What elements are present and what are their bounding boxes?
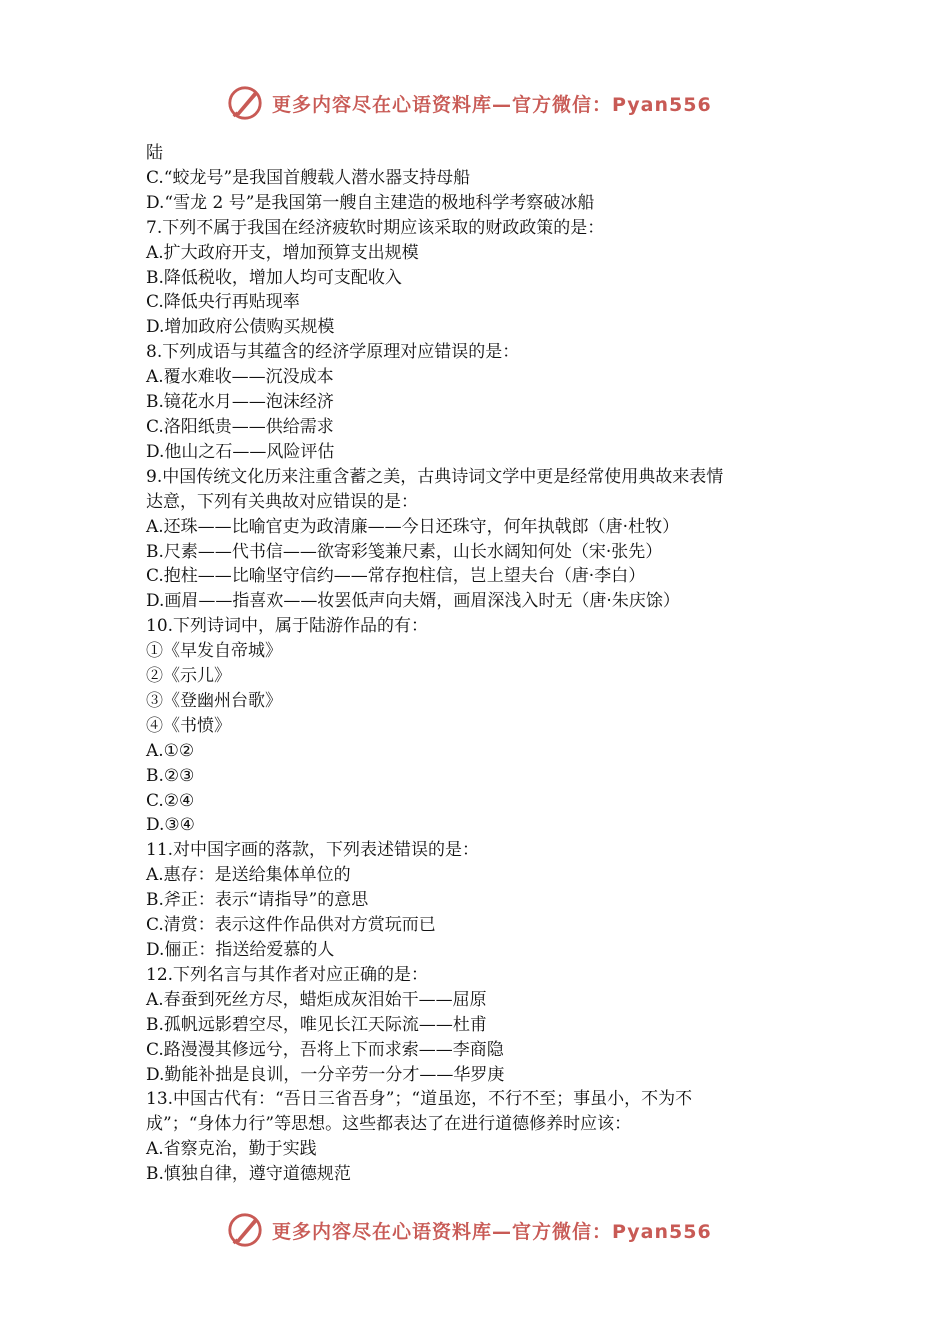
quill-logo-icon <box>226 1211 264 1249</box>
text-line: A.①② <box>146 740 195 761</box>
text-line: A.还珠——比喻官吏为政清廉——今日还珠守，何年执戟郎（唐·杜牧） <box>146 516 680 537</box>
banner-text: 更多内容尽在心语资料库—官方微信：Pyan556 <box>272 93 712 116</box>
text-line: 9.中国传统文化历来注重含蓄之美，古典诗词文学中更是经常使用典故来表情 <box>146 466 724 487</box>
text-line: C.“蛟龙号”是我国首艘载人潜水器支持母船 <box>146 167 471 188</box>
footer-banner <box>226 1209 712 1251</box>
text-line: C.路漫漫其修远兮，吾将上下而求索——李商隐 <box>146 1039 504 1060</box>
text-line: D.俪正：指送给爱慕的人 <box>146 940 335 960</box>
text-line: B.镜花水月——泡沫经济 <box>146 392 334 413</box>
text-line: ①《早发自帝城》 <box>146 641 282 662</box>
text-line: A.惠存：是送给集体单位的 <box>146 865 351 886</box>
text-line: 12.下列名言与其作者对应正确的是： <box>146 964 429 985</box>
document-body <box>146 141 816 1187</box>
text-line: A.扩大政府开支，增加预算支出规模 <box>146 242 419 263</box>
text-line: ④《书愤》 <box>146 715 231 736</box>
text-line: A.春蚕到死丝方尽，蜡炬成灰泪始干——屈原 <box>146 989 487 1010</box>
text-line: C.洛阳纸贵——供给需求 <box>146 416 334 437</box>
text-line: 13.中国古代有：“吾日三省吾身”；“道虽迩，不行不至；事虽小，不为不 <box>146 1089 693 1110</box>
text-line: D.勤能补拙是良训，一分辛劳一分才——华罗庚 <box>146 1064 505 1085</box>
text-line: B.慎独自律，遵守道德规范 <box>146 1164 351 1185</box>
quill-logo-icon <box>226 84 264 122</box>
text-line: B.孤帆远影碧空尽，唯见长江天际流——杜甫 <box>146 1014 487 1035</box>
text-line: 11.对中国字画的落款，下列表述错误的是： <box>146 840 480 861</box>
text-line: 7.下列不属于我国在经济疲软时期应该采取的财政政策的是： <box>146 217 605 238</box>
text-line: 达意，下列有关典故对应错误的是： <box>146 491 418 512</box>
text-line: C.降低央行再贴现率 <box>146 292 300 313</box>
header-banner <box>226 82 712 124</box>
text-line: C.清赏：表示这件作品供对方赏玩而已 <box>146 915 436 936</box>
text-line: D.他山之石——风险评估 <box>146 441 335 462</box>
text-line: A.覆水难收——沉没成本 <box>146 367 334 388</box>
text-line: C.②④ <box>146 790 195 811</box>
text-line: 8.下列成语与其蕴含的经济学原理对应错误的是： <box>146 342 520 363</box>
text-line: ③《登幽州台歌》 <box>146 690 282 711</box>
text-line: A.省察克治，勤于实践 <box>146 1139 317 1160</box>
text-line: ②《示儿》 <box>146 666 231 687</box>
text-line: B.斧正：表示“请指导”的意思 <box>146 890 369 911</box>
text-line: B.②③ <box>146 765 195 786</box>
banner-text: 更多内容尽在心语资料库—官方微信：Pyan556 <box>272 1220 712 1243</box>
text-line: D.③④ <box>146 815 195 836</box>
text-line: D.增加政府公债购买规模 <box>146 317 335 338</box>
text-line: 10.下列诗词中，属于陆游作品的有： <box>146 616 429 637</box>
text-line: B.降低税收，增加人均可支配收入 <box>146 267 402 288</box>
text-line: 陆 <box>146 143 163 163</box>
text-line: D.“雪龙 2 号”是我国第一艘自主建造的极地科学考察破冰船 <box>146 192 595 213</box>
text-line: B.尺素——代书信——欲寄彩笺兼尺素，山长水阔知何处（宋·张先） <box>146 541 663 562</box>
text-line: C.抱柱——比喻坚守信约——常存抱柱信，岂上望夫台（唐·李白） <box>146 566 646 587</box>
text-line: D.画眉——指喜欢——妆罢低声向夫婿，画眉深浅入时无（唐·朱庆馀） <box>146 591 680 612</box>
text-line: 成”；“身体力行”等思想。这些都表达了在进行道德修养时应该： <box>146 1114 632 1135</box>
